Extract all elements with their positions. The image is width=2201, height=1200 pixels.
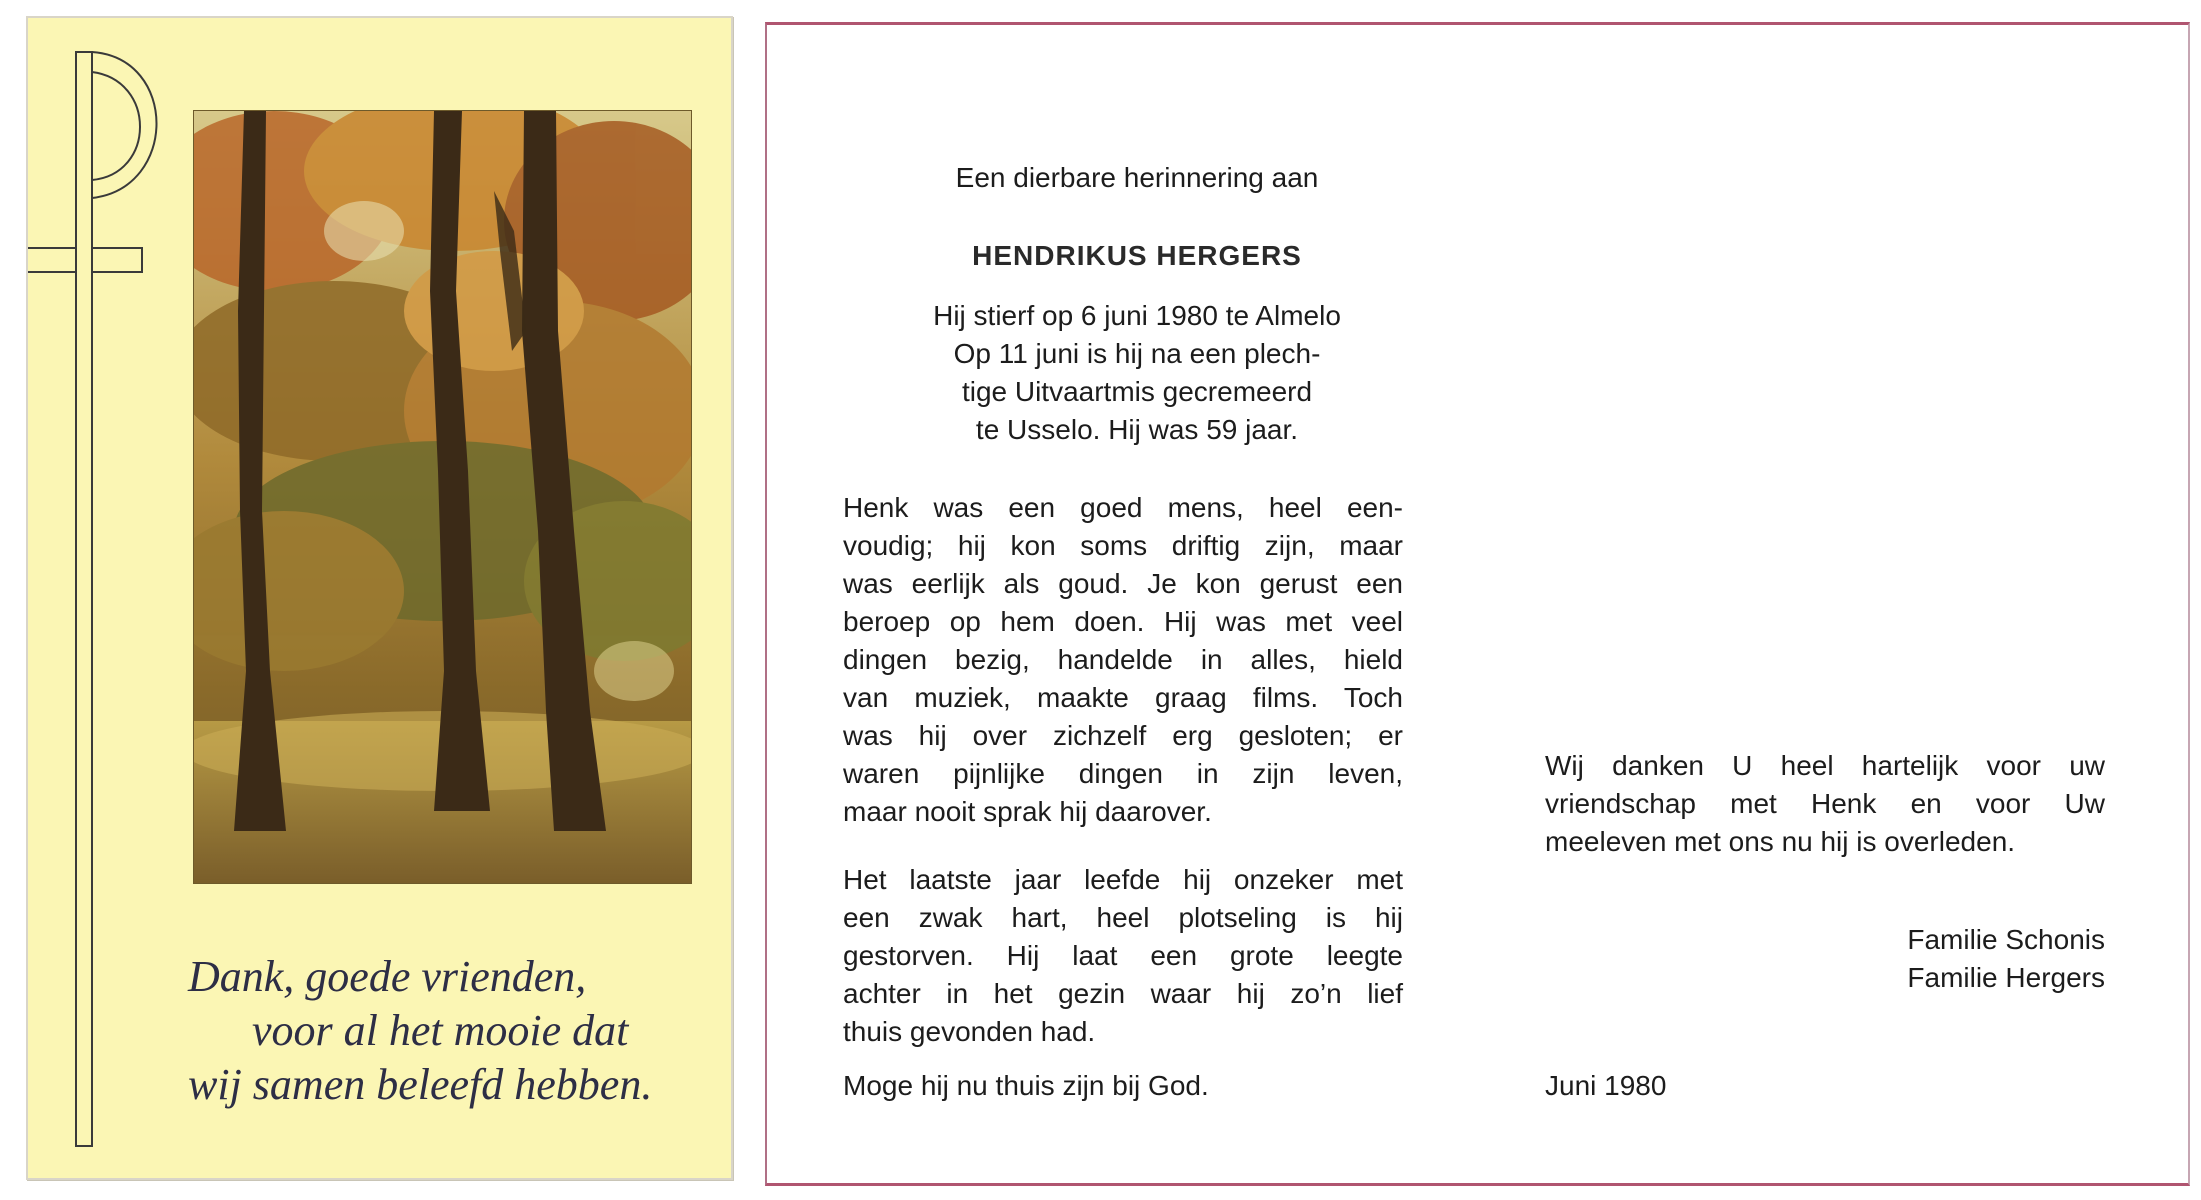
family-signatures	[1545, 921, 2105, 997]
verse-line: Dank, goede vrienden,	[188, 952, 587, 1001]
paragraph-line: dingen bezig, handelde in alles, hield	[843, 644, 1403, 675]
left-card	[26, 16, 733, 1180]
paragraph-line: van muziek, maakte graag films. Toch	[843, 682, 1403, 713]
memorial-paragraph-1	[843, 489, 1403, 831]
thanks-line: vriendschap met Henk en voor Uw	[1545, 788, 2105, 819]
paragraph-line: waren pijnlijke dingen in zijn leven,	[843, 758, 1403, 789]
death-line: Hij stierf op 6 juni 1980 te Almelo	[933, 300, 1341, 331]
right-card	[765, 22, 2190, 1186]
paragraph-line: voudig; hij kon soms driftig zijn, maar	[843, 530, 1403, 561]
verse-line: voor al het mooie dat	[252, 1006, 629, 1055]
paragraph-line: maar nooit sprak hij daarover.	[843, 796, 1212, 827]
intro-line: Een dierbare herinnering aan	[955, 162, 1319, 193]
thanks-verse	[188, 950, 748, 1112]
thanks-line: Wij danken U heel hartelijk voor uw	[1545, 750, 2105, 781]
paragraph-line: Het laatste jaar leefde hij onzeker met	[843, 864, 1403, 895]
paragraph-line: thuis gevonden had.	[843, 1016, 1096, 1047]
paragraph-line: een zwak hart, heel plotseling is hij	[843, 902, 1403, 933]
paragraph-line: beroep op hem doen. Hij was met veel	[843, 606, 1403, 637]
family-name: Familie Schonis	[1907, 924, 2105, 955]
paragraph-line: was hij over zichzelf erg gesloten; er	[843, 720, 1403, 751]
paragraph-line: gestorven. Hij laat een grote leegte	[843, 940, 1403, 971]
memorial-paragraph-3: Moge hij nu thuis zijn bij God.	[843, 1070, 1209, 1101]
verse-line: wij samen beleefd hebben.	[188, 1060, 653, 1109]
paragraph-line: achter in het gezin waar hij zo’n lief	[843, 978, 1403, 1009]
death-notice	[837, 297, 1437, 449]
death-line: te Usselo. Hij was 59 jaar.	[975, 414, 1299, 445]
death-line: Op 11 juni is hij na een plech-	[953, 338, 1321, 369]
memorial-paragraph-2	[843, 861, 1403, 1051]
paragraph-line: Henk was een goed mens, heel een-	[843, 492, 1403, 523]
thanks-line: meeleven met ons nu hij is overleden.	[1545, 826, 2016, 857]
deceased-name: HENDRIKUS HERGERS	[972, 240, 1302, 271]
thanks-message	[1545, 747, 2105, 861]
card-date: Juni 1980	[1545, 1070, 1667, 1101]
paragraph-line: was eerlijk als goud. Je kon gerust een	[843, 568, 1403, 599]
death-line: tige Uitvaartmis gecremeerd	[961, 376, 1313, 407]
family-name: Familie Hergers	[1907, 962, 2105, 993]
autumn-trees-photo	[193, 110, 692, 884]
